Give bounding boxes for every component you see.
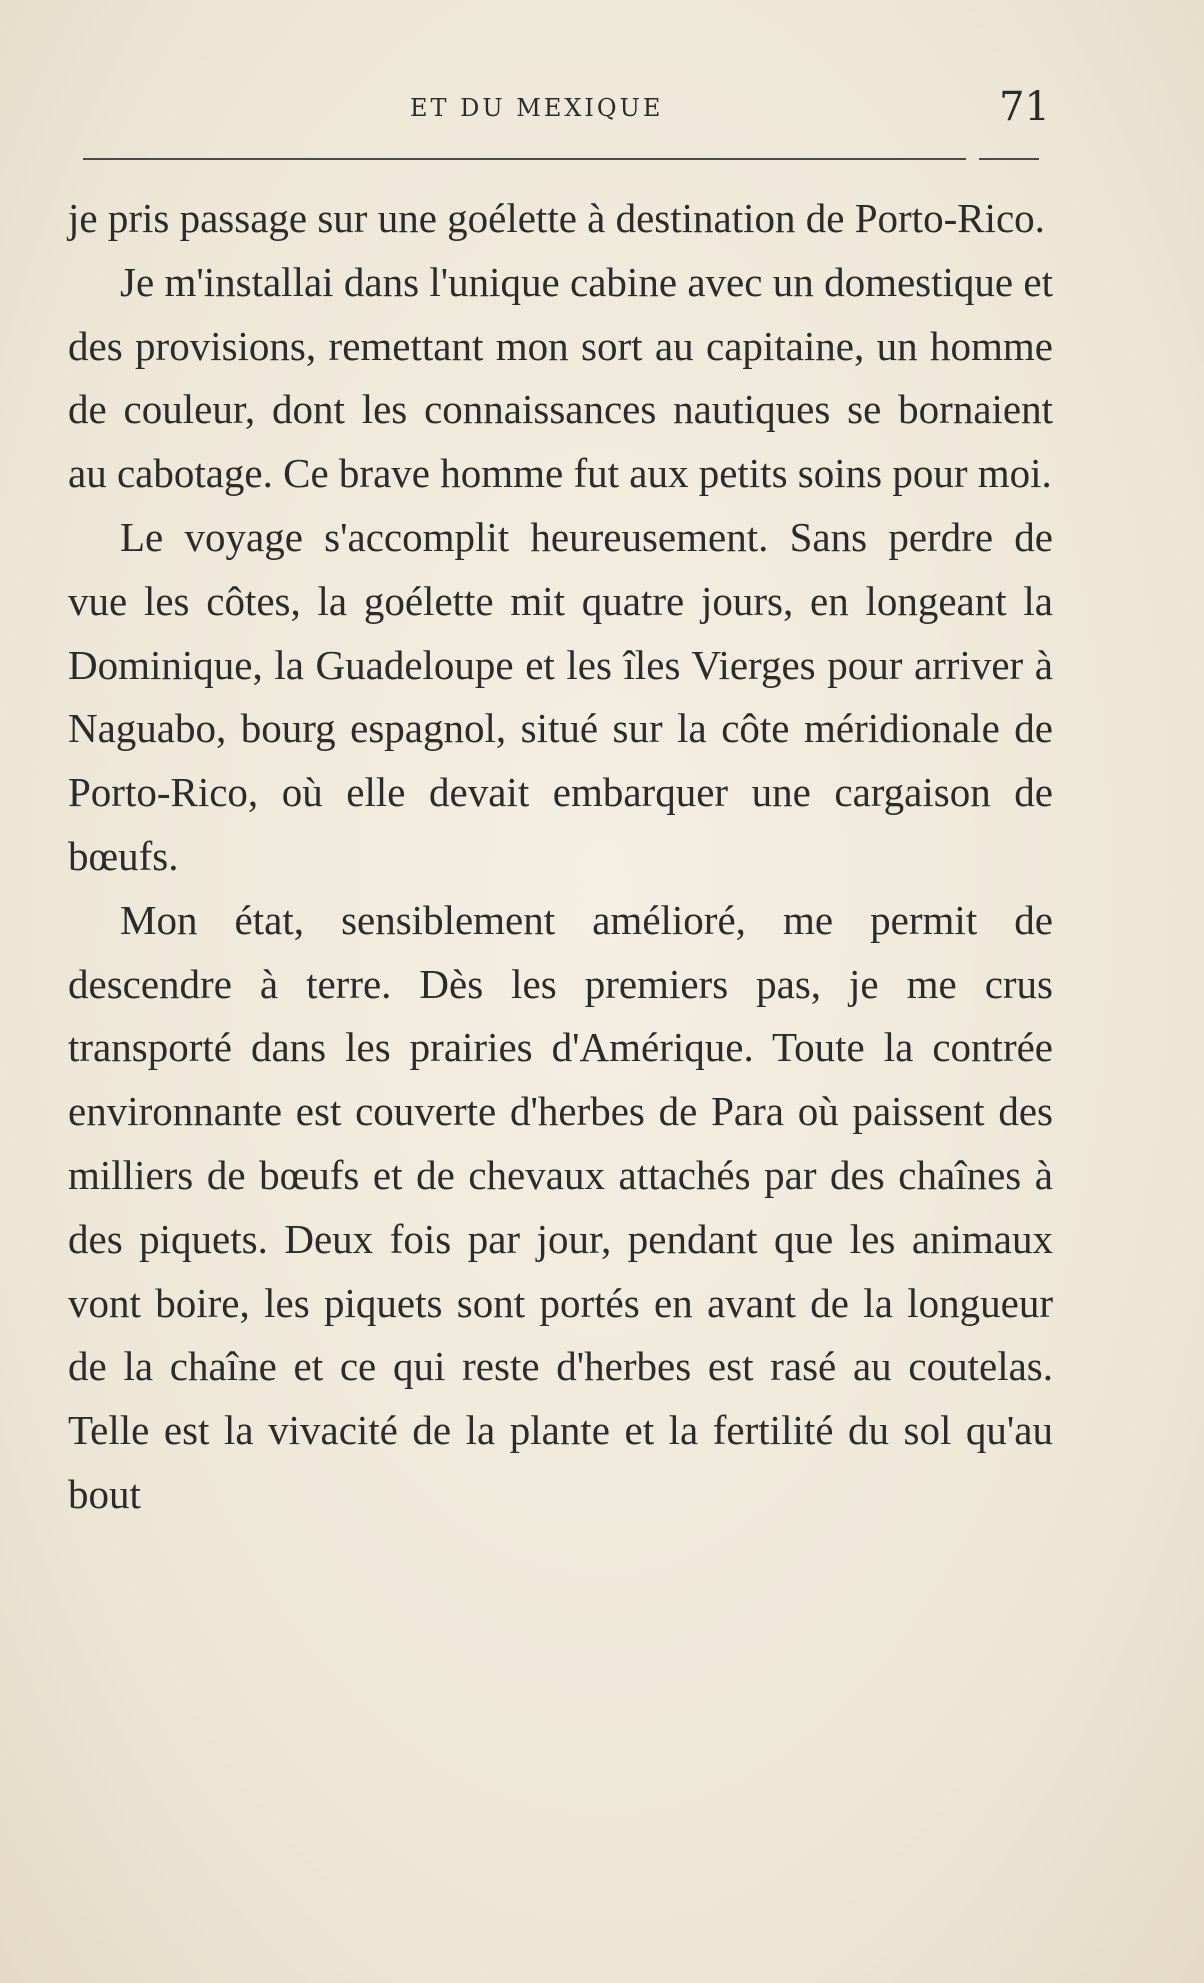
header-rule: [83, 158, 966, 160]
paragraph: Le voyage s'accomplit heureusement. Sans perdre de vue les côtes, la goélette mit quatre jours, en longeant la Dominique, la Guadeloupe et les îles Vierges pour arriver à Naguabo, bourg espagnol, situé sur la côte méridionale de Porto-Rico, où elle devait embarquer une cargaison de bœufs.: [68, 513, 1053, 879]
page-header: [80, 84, 1050, 130]
paragraph: je pris passage sur une goélette à destination de Porto-Rico.: [68, 195, 1045, 241]
page-number: 71: [999, 84, 1050, 130]
paragraph: Mon état, sensiblement amélioré, me permit de descendre à terre. Dès les premiers pas, je me crus transporté dans les prairies d'Amérique. Toute la contrée environnante est couverte d'herbes de Para où paissent des milliers de bœufs et de chevaux attachés par des chaînes à des piquets. Deux fois par jour, pendant que les animaux vont boire, les piquets sont portés en avant de la longueur de la chaîne et ce qui reste d'herbes est rasé au coutelas. Telle est la vivacité de la plante et la fertilité du sol qu'au bout: [68, 896, 1053, 1517]
header-rule-short: [979, 158, 1039, 160]
running-head: ET DU MEXIQUE: [410, 94, 664, 122]
paragraph: Je m'installai dans l'unique cabine avec un domestique et des provisions, remettant mon sort au capitaine, un homme de couleur, dont les connaissances nautiques se bornaient au cabotage. Ce brave homme fut aux petits soins pour moi.: [68, 258, 1053, 497]
body-text: [68, 187, 1053, 1527]
